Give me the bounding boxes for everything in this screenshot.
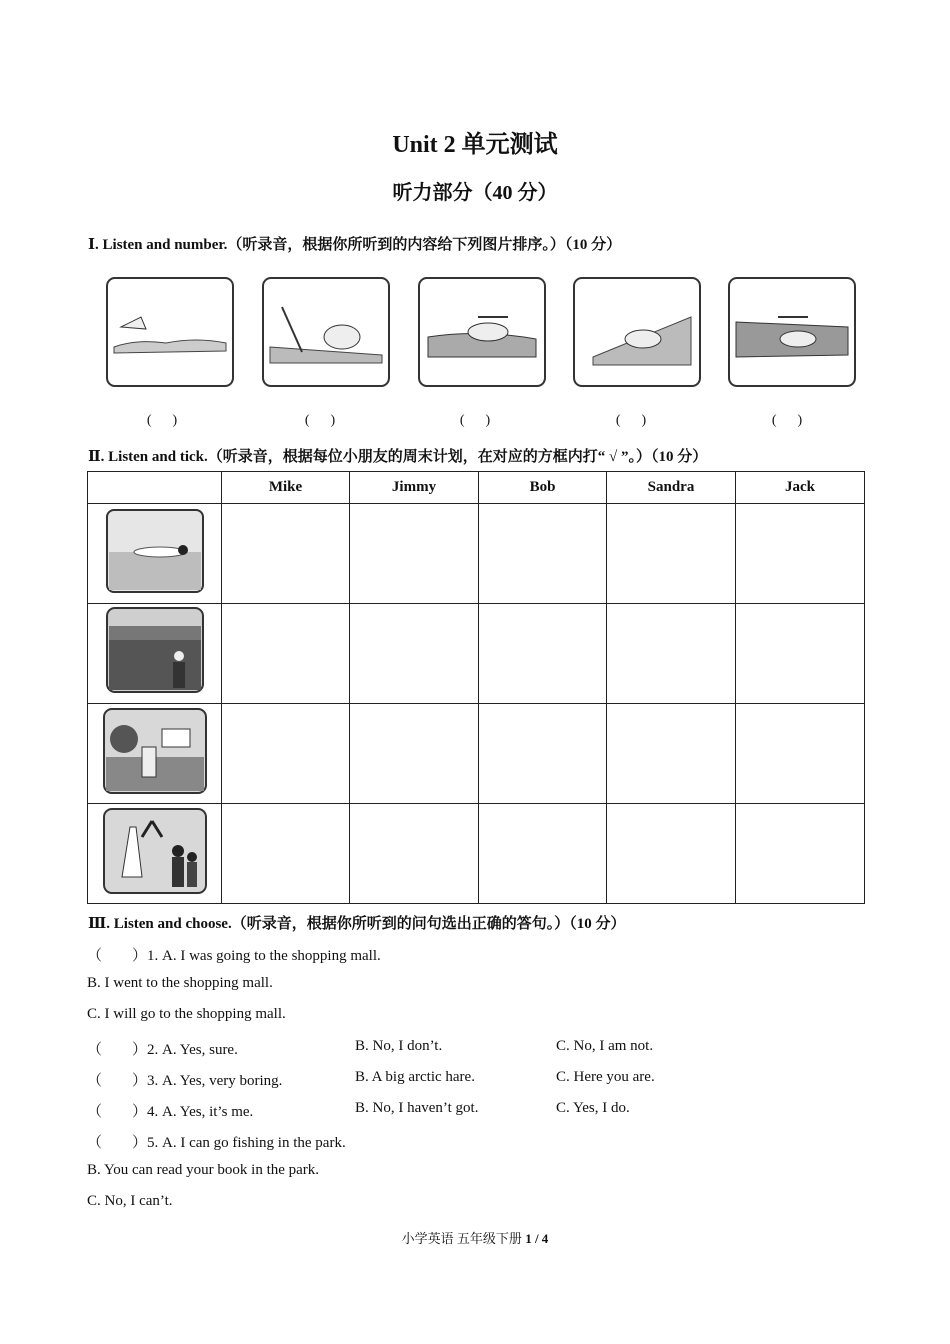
tick-box[interactable] <box>479 504 607 604</box>
zoo-picture <box>102 807 208 895</box>
tick-box[interactable] <box>350 804 479 904</box>
column-header: Jimmy <box>350 472 479 504</box>
column-header: Bob <box>479 472 607 504</box>
section-3-heading: Ⅲ. Listen and choose.（听录音，根据你所听到的问句选出正确的答句。）（10 分） <box>88 916 626 932</box>
question-3-option-c: C. Here you are. <box>556 1069 655 1085</box>
row-image-cell <box>88 504 222 604</box>
row-image-cell <box>88 804 222 904</box>
tick-box[interactable] <box>350 704 479 804</box>
tick-box[interactable] <box>607 604 736 704</box>
tick-box[interactable] <box>222 704 350 804</box>
column-header: Sandra <box>607 472 736 504</box>
tick-box[interactable] <box>479 604 607 704</box>
section-subtitle: 听力部分（40 分） <box>392 182 558 204</box>
tick-box[interactable] <box>736 604 865 704</box>
tick-box[interactable] <box>350 604 479 704</box>
page-number: 1 / 4 <box>525 1231 549 1246</box>
page-title: Unit 2 单元测试 <box>392 132 558 158</box>
picture-3 <box>418 277 546 387</box>
tick-table <box>87 471 865 904</box>
row-image-cell <box>88 704 222 804</box>
answer-blank-5[interactable]: ( ) <box>771 413 803 428</box>
question-1-option-c: C. I will go to the shopping mall. <box>87 1006 286 1022</box>
picture-5 <box>728 277 856 387</box>
picture-4 <box>573 277 701 387</box>
tick-box[interactable] <box>607 504 736 604</box>
column-header: Mike <box>222 472 350 504</box>
picture-1 <box>106 277 234 387</box>
table-row <box>88 704 865 804</box>
question-5-option-b: B. You can read your book in the park. <box>87 1162 320 1178</box>
fishing-picture <box>99 606 211 696</box>
question-1: （ ）1. A. I was going to the shopping mall. <box>87 948 381 964</box>
section-1-heading: Ⅰ. Listen and number.（听录音，根据你所听到的内容给下列图片排序。）（10 分） <box>88 237 622 253</box>
table-row <box>88 604 865 704</box>
answer-blank-2[interactable]: ( ) <box>304 413 336 428</box>
question-3-option-b: B. A big arctic hare. <box>355 1069 475 1085</box>
column-header: Jack <box>736 472 865 504</box>
table-header-row <box>88 472 865 504</box>
question-5-option-c: C. No, I can’t. <box>87 1193 173 1209</box>
question-4-option-c: C. Yes, I do. <box>556 1100 630 1116</box>
tick-box[interactable] <box>736 704 865 804</box>
question-4-option-b: B. No, I haven’t got. <box>355 1100 479 1116</box>
question-2-option-c: C. No, I am not. <box>556 1038 654 1054</box>
table-corner-cell <box>88 472 222 504</box>
tick-box[interactable] <box>222 604 350 704</box>
answer-blank-1[interactable]: ( ) <box>146 413 178 428</box>
question-4: （ ）4. A. Yes, it’s me. <box>87 1104 254 1120</box>
question-3: （ ）3. A. Yes, very boring. <box>87 1073 283 1089</box>
page-footer <box>0 1228 950 1247</box>
picture-2 <box>262 277 390 387</box>
tick-box[interactable] <box>607 704 736 804</box>
question-1-option-b: B. I went to the shopping mall. <box>87 975 273 991</box>
question-5: （ ）5. A. I can go fishing in the park. <box>87 1135 346 1151</box>
swimming-picture <box>105 508 205 594</box>
tick-box[interactable] <box>479 804 607 904</box>
answer-blank-4[interactable]: ( ) <box>615 413 647 428</box>
tick-box[interactable] <box>350 504 479 604</box>
tick-box[interactable] <box>736 804 865 904</box>
tick-box[interactable] <box>222 504 350 604</box>
section-2-heading: Ⅱ. Listen and tick.（听录音，根据每位小朋友的周末计划，在对应的方框内打“ √ ”。）（10 分） <box>88 449 708 465</box>
tick-box[interactable] <box>607 804 736 904</box>
tick-box[interactable] <box>479 704 607 804</box>
table-row <box>88 804 865 904</box>
painting-picture <box>102 707 208 795</box>
footer-text: 小学英语 五年级下册 <box>401 1231 526 1246</box>
answer-blank-3[interactable]: ( ) <box>459 413 491 428</box>
row-image-cell <box>88 604 222 704</box>
table-row <box>88 504 865 604</box>
tick-box[interactable] <box>222 804 350 904</box>
question-2: （ ）2. A. Yes, sure. <box>87 1042 238 1058</box>
question-2-option-b: B. No, I don’t. <box>355 1038 443 1054</box>
tick-box[interactable] <box>736 504 865 604</box>
